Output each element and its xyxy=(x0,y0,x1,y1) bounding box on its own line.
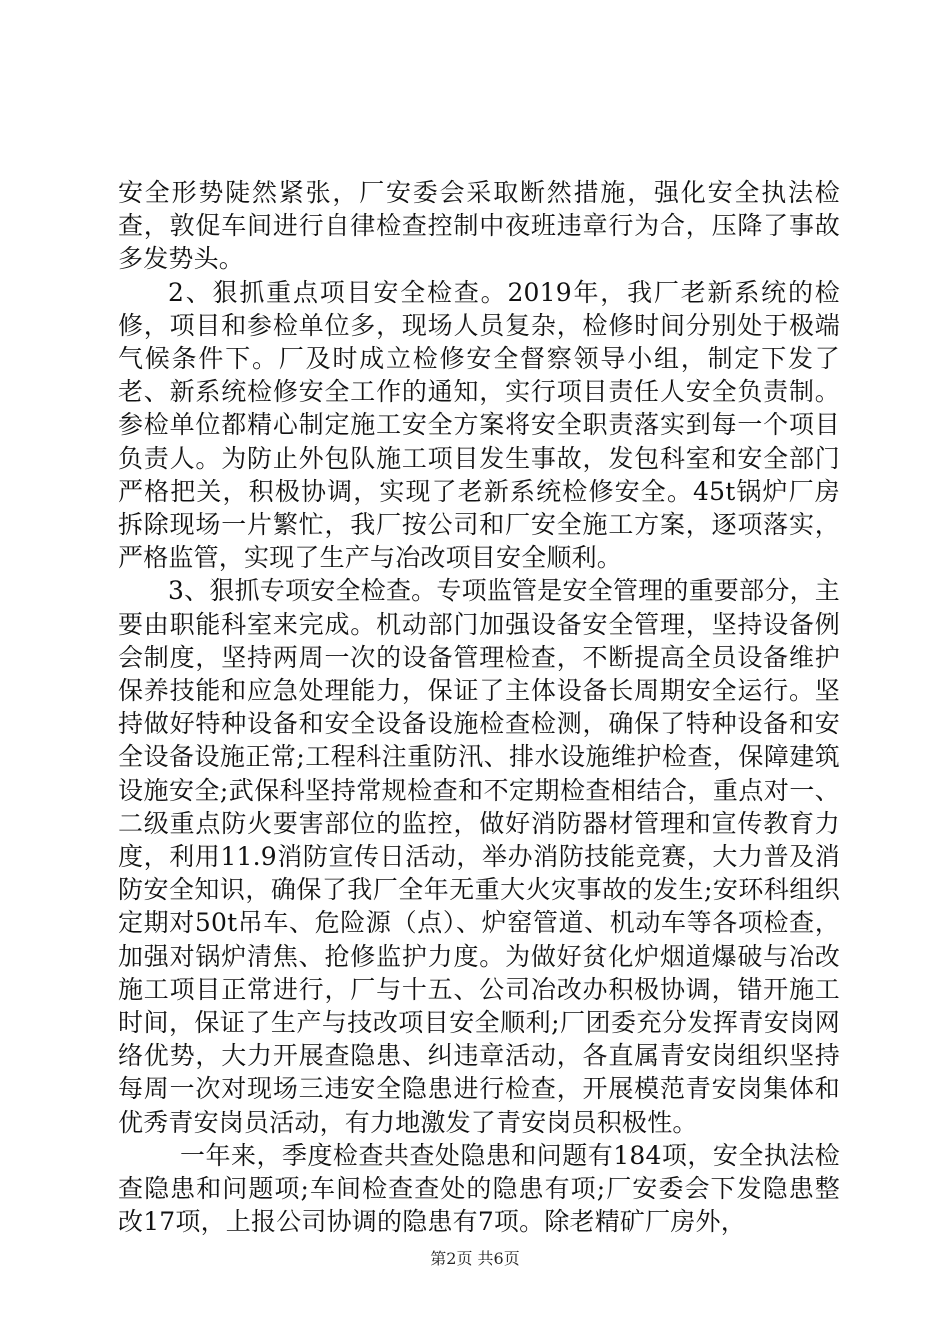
page-footer: 第2页 共6页 xyxy=(430,1249,520,1268)
paragraph-continuation: 安全形势陡然紧张，厂安委会采取断然措施，强化安全执法检查，敦促车间进行自律检查控制中夜班违章行为合，压降了事故多发势头。 xyxy=(118,178,840,274)
paragraph-special-inspection: 3、狠抓专项安全检查。专项监管是安全管理的重要部分，主要由职能科室来完成。机动部门加强设备安全管理，坚持设备例会制度，坚持两周一次的设备管理检查，不断提高全员设备维护保养技能和应急处理能力，保证了主体设备长周期安全运行。坚持做好特种设备和安全设备设施检查检测，确保了特种设备和安全设备设施正常;工程科注重防汛、排水设施维护检查，保障建筑设施安全;武保科坚持常规检查和不定期检查相结合，重点对一、二级重点防火要害部位的监控，做好消防器材管理和宣传教育力度，利用11.9消防宣传日活动，举办消防技能竞赛，大力普及消防安全知识，确保了我厂全年无重大火灾事故的发生;安环科组织定期对50t吊车、危险源（点）、炉窑管道、机动车等各项检查，加强对锅炉清焦、抢修监护力度。为做好贫化炉烟道爆破与冶改施工项目正常进行，厂与十五、公司冶改办积极协调，错开施工时间，保证了生产与技改项目安全顺利;厂团委充分发挥青安岗网络优势，大力开展查隐患、纠违章活动，各直属青安岗组织坚持每周一次对现场三违安全隐患进行检查，开展模范青安岗集体和优秀青安岗员活动，有力地激发了青安岗员积极性。 xyxy=(118,576,840,1137)
paragraph-annual-summary: 一年来，季度检查共查处隐患和问题有184项，安全执法检查隐患和问题项;车间检查查处的隐患有项;厂安委会下发隐患整改17项，上报公司协调的隐患有7项。除老精矿厂房外， xyxy=(118,1140,840,1237)
paragraph-key-project-inspection: 2、狠抓重点项目安全检查。2019年，我厂老新系统的检修，项目和参检单位多，现场人员复杂，检修时间分别处于极端气候条件下。厂及时成立检修安全督察领导小组，制定下发了老、新系统检修安全工作的通知，实行项目责任人安全负责制。参检单位都精心制定施工安全方案将安全职责落实到每一个项目负责人。为防止外包队施工项目发生事故，发包科室和安全部门严格把关，积极协调，实现了老新系统检修安全。45t锅炉厂房拆除现场一片繁忙，我厂按公司和厂安全施工方案，逐项落实，严格监管，实现了生产与冶改项目安全顺利。 xyxy=(118,277,840,573)
document-body xyxy=(118,176,840,1239)
